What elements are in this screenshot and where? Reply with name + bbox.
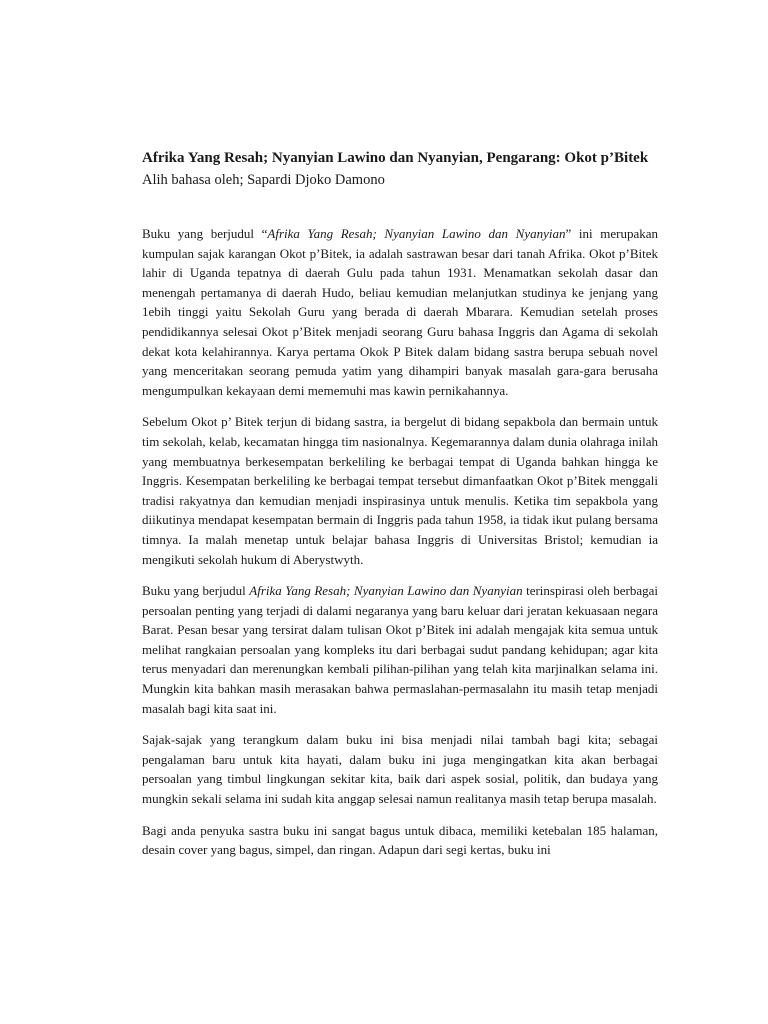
document-page xyxy=(142,148,658,872)
body-paragraph xyxy=(142,821,658,860)
document-title: Afrika Yang Resah; Nyanyian Lawino dan Nyanyian, Pengarang: Okot p’Bitek xyxy=(142,150,649,166)
document-body xyxy=(142,224,658,860)
body-paragraph xyxy=(142,412,658,569)
book-title-italic: Afrika Yang Resah; Nyanyian Lawino dan Nyanyian xyxy=(267,226,566,241)
body-paragraph xyxy=(142,581,658,718)
body-paragraph xyxy=(142,730,658,808)
body-paragraph xyxy=(142,224,658,400)
paragraph-text: terinspirasi oleh berbagai persoalan penting yang terjadi di dalami negaranya yang baru keluar dari jeratan kekuasaan negara Barat. Pesan besar yang tersirat dalam tulisan Okot p’Bitek ini adalah mengajak kita semua untuk melihat rangkaian persoalan yang kompleks itu dari berbagai sudut pandang kehidupan; agar kita terus menyadari dan merenungkan kembali pilihan-pilihan yang telah kita marjinalkan selama ini. Mungkin kita bahkan masih merasakan bahwa permaslahan-permasalahn itu masih tetap menjadi masalah bagi kita saat ini. xyxy=(142,583,658,716)
paragraph-text: Sajak-sajak yang terangkum dalam buku ini bisa menjadi nilai tambah bagi kita; sebagai pengalaman baru untuk kita hayati, dalam buku ini juga mengingatkan kita akan berbagai persoalan yang timbul lingkungan sekitar kita, baik dari aspek sosial, politik, dan budaya yang mungkin sekali selama ini sudah kita anggap selesai namun realitanya masih tetap berupa masalah. xyxy=(142,732,658,807)
paragraph-text: ” ini merupakan kumpulan sajak karangan Okot p’Bitek, ia adalah sastrawan besar dari tanah Afrika. Okot p’Bitek lahir di Uganda tepatnya di daerah Gulu pada tahun 1931. Menamatkan sekolah dasar dan menengah pertamanya di daerah Hudo, beliau kemudian melanjutkan studinya ke jenjang yang 1ebih tinggi yaitu Sekolah Guru yang berada di daerah Mbarara. Kemudian setelah proses pendidikannya selesai Okot p’Bitek menjadi seorang Guru bahasa Inggris dan Agama di sekolah dekat kota kelahirannya. Karya pertama Okok P Bitek dalam bidang sastra berupa sebuah novel yang menceritakan seorang pemuda yatim yang dihampiri banyak masalah gara-gara berusaha mengumpulkan kekayaan demi mememuhi mas kawin pernikahannya. xyxy=(142,226,658,398)
paragraph-text: Bagi anda penyuka sastra buku ini sangat bagus untuk dibaca, memiliki ketebalan 185 halaman, desain cover yang bagus, simpel, dan ringan. Adapun dari segi kertas, buku ini xyxy=(142,822,658,858)
paragraph-text: Buku yang berjudul xyxy=(142,583,250,599)
document-subtitle: Alih bahasa oleh; Sapardi Djoko Damono xyxy=(142,172,385,188)
paragraph-text: Buku yang berjudul “ xyxy=(142,226,268,241)
book-title-italic: Afrika Yang Resah; Nyanyian Lawino dan Nyanyian xyxy=(249,583,523,599)
paragraph-text: Sebelum Okot p’ Bitek terjun di bidang sastra, ia bergelut di bidang sepakbola dan bermain untuk tim sekolah, kelab, kecamatan hingga tim nasionalnya. Kegemarannya dalam dunia olahraga inilah yang membuatnya berkesempatan berkeliling ke berbagai tempat di Uganda bahkan hingga ke Inggris. Kesempatan berkeliling ke berbagai tempat tersebut dimanfaatkan Okot p’Bitek menggali tradisi rakyatnya dan kemudian menjadi inspirasinya untuk menulis. Ketika tim sepakbola yang diikutinya mendapat kesempatan bermain di Inggris pada tahun 1958, ia tidak ikut pulang bersama timnya. Ia malah menetap untuk belajar bahasa Inggris di Universitas Bristol; kemudian ia mengikuti sekolah hukum di Aberystwyth. xyxy=(142,414,658,567)
